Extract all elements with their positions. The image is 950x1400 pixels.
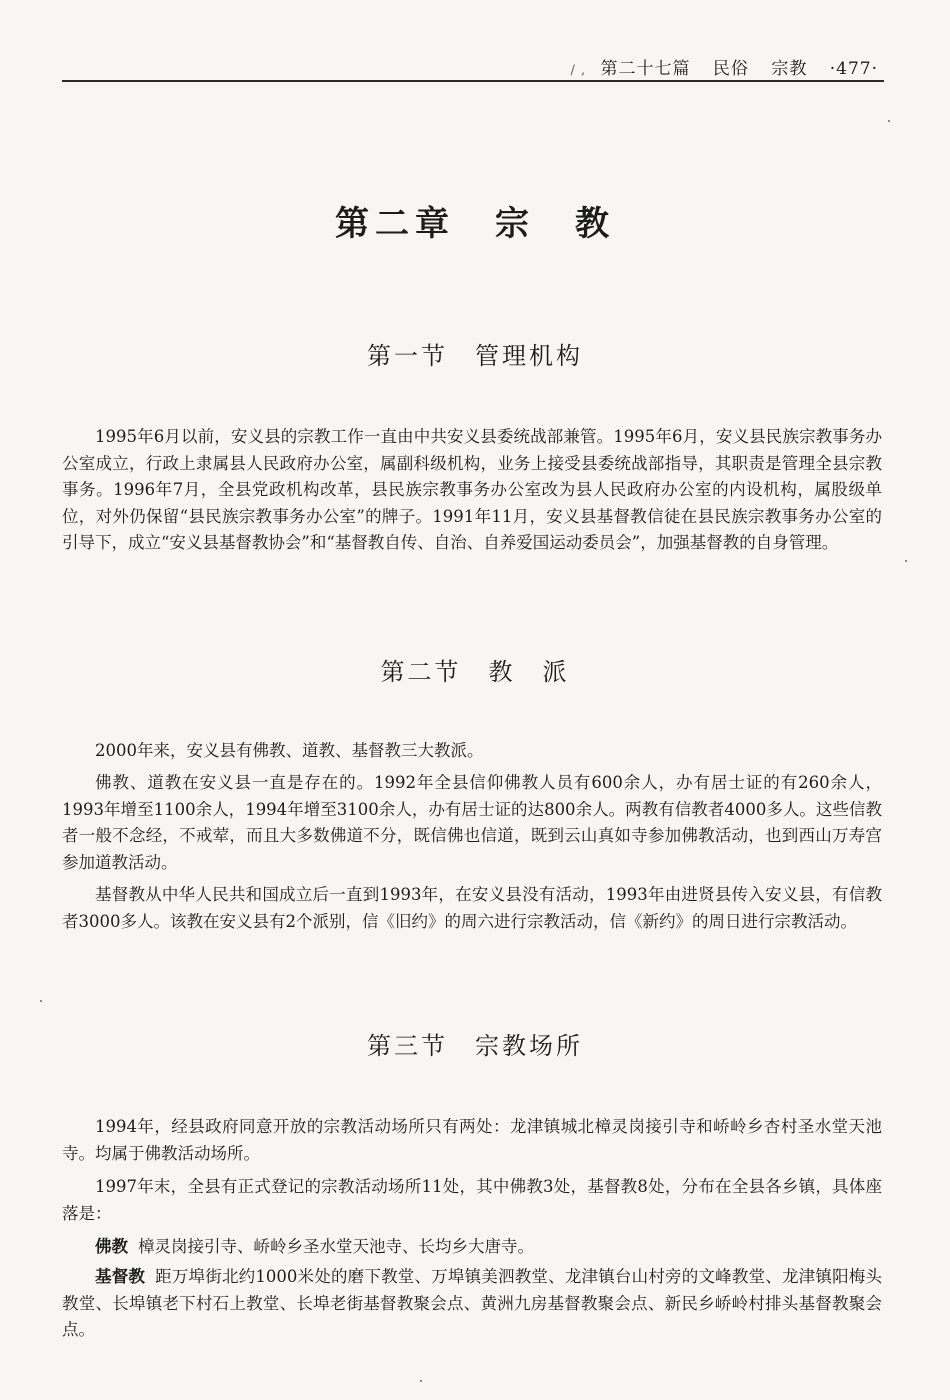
paragraph: 1995年6月以前，安义县的宗教工作一直由中共安义县委统战部兼管。1995年6月，安义县民族宗教事务办公室成立，行政上隶属县人民政府办公室，属副科级机构，业务上接受县委统战部指导，其职责是管理全县宗教事务。1996年7月，全县党政机构改革，县民族宗教事务办公室改为县人民政府办公室的内设机构，属股级单位，对外仍保留“县民族宗教事务办公室”的牌子。1991年11月，安义县基督教信徒在县民族宗教事务办公室的引导下，成立“安义县基督教协会”和“基督教自传、自治、自养爱国运动委员会”，加强基督教的自身管理。: [62, 427, 882, 552]
page-number: ·477·: [829, 59, 878, 79]
entry-christianity: [62, 1264, 882, 1344]
scan-speck: [420, 1380, 422, 1382]
header-topic-religion: 宗教: [771, 59, 808, 79]
paragraph: 2000年来，安义县有佛教、道教、基督教三大教派。: [95, 741, 484, 760]
entry-text: 距万埠街北约1000米处的磨下教堂、万埠镇美泗教堂、龙津镇台山村旁的文峰教堂、龙津镇阳梅头教堂、长埠镇老下村石上教堂、长埠老街基督教聚会点、黄洲九房基督教聚会点、新民乡峤岭村排头基督教聚会点。: [62, 1267, 883, 1339]
scan-speck: [905, 560, 907, 562]
section-title-management: 第一节 管理机构: [367, 342, 583, 370]
entry-term: 基督教: [95, 1267, 146, 1286]
paragraph: 1997年末，全县有正式登记的宗教活动场所11处，其中佛教3处，基督教8处，分布在全县各乡镇，具体座落是：: [62, 1177, 882, 1223]
running-header: [570, 54, 878, 79]
scan-speck: [40, 1000, 42, 1002]
section-title-venues: 第三节 宗教场所: [367, 1032, 583, 1060]
entry-term: 佛教: [95, 1237, 128, 1256]
header-topic-folk: 民俗: [712, 59, 749, 79]
chapter-title: 第二章 宗 教: [335, 204, 615, 244]
paragraph: 基督教从中华人民共和国成立后一直到1993年，在安义县没有活动，1993年由进贤县传入安义县，有信教者3000多人。该教在安义县有2个派别，信《旧约》的周六进行宗教活动，信《新约》的周日进行宗教活动。: [62, 885, 882, 931]
section-title-denominations: 第二节 教 派: [380, 658, 570, 686]
header-mark: / ,: [570, 63, 587, 78]
paragraph: 1994年，经县政府同意开放的宗教活动场所只有两处：龙津镇城北樟灵岗接引寺和峤岭乡杏村圣水堂天池寺。均属于佛教活动场所。: [62, 1117, 882, 1163]
scan-speck: [888, 120, 890, 122]
header-volume: 第二十七篇: [600, 59, 691, 79]
paragraph: 佛教、道教在安义县一直是存在的。1992年全县信仰佛教人员有600余人，办有居士证的有260余人，1993年增至1100余人，1994年增至3100余人，办有居士证的达800余人。两教有信教者4000多人。这些信教者一般不念经，不戒荤，而且大多数佛道不分，既信佛也信道，既到云山真如寺参加佛教活动，也到西山万寿宫参加道教活动。: [62, 773, 882, 872]
entry-text: 樟灵岗接引寺、峤岭乡圣水堂天池寺、长均乡大唐寺。: [138, 1237, 534, 1256]
entry-buddhism: [62, 1234, 882, 1261]
header-rule: [62, 80, 884, 82]
